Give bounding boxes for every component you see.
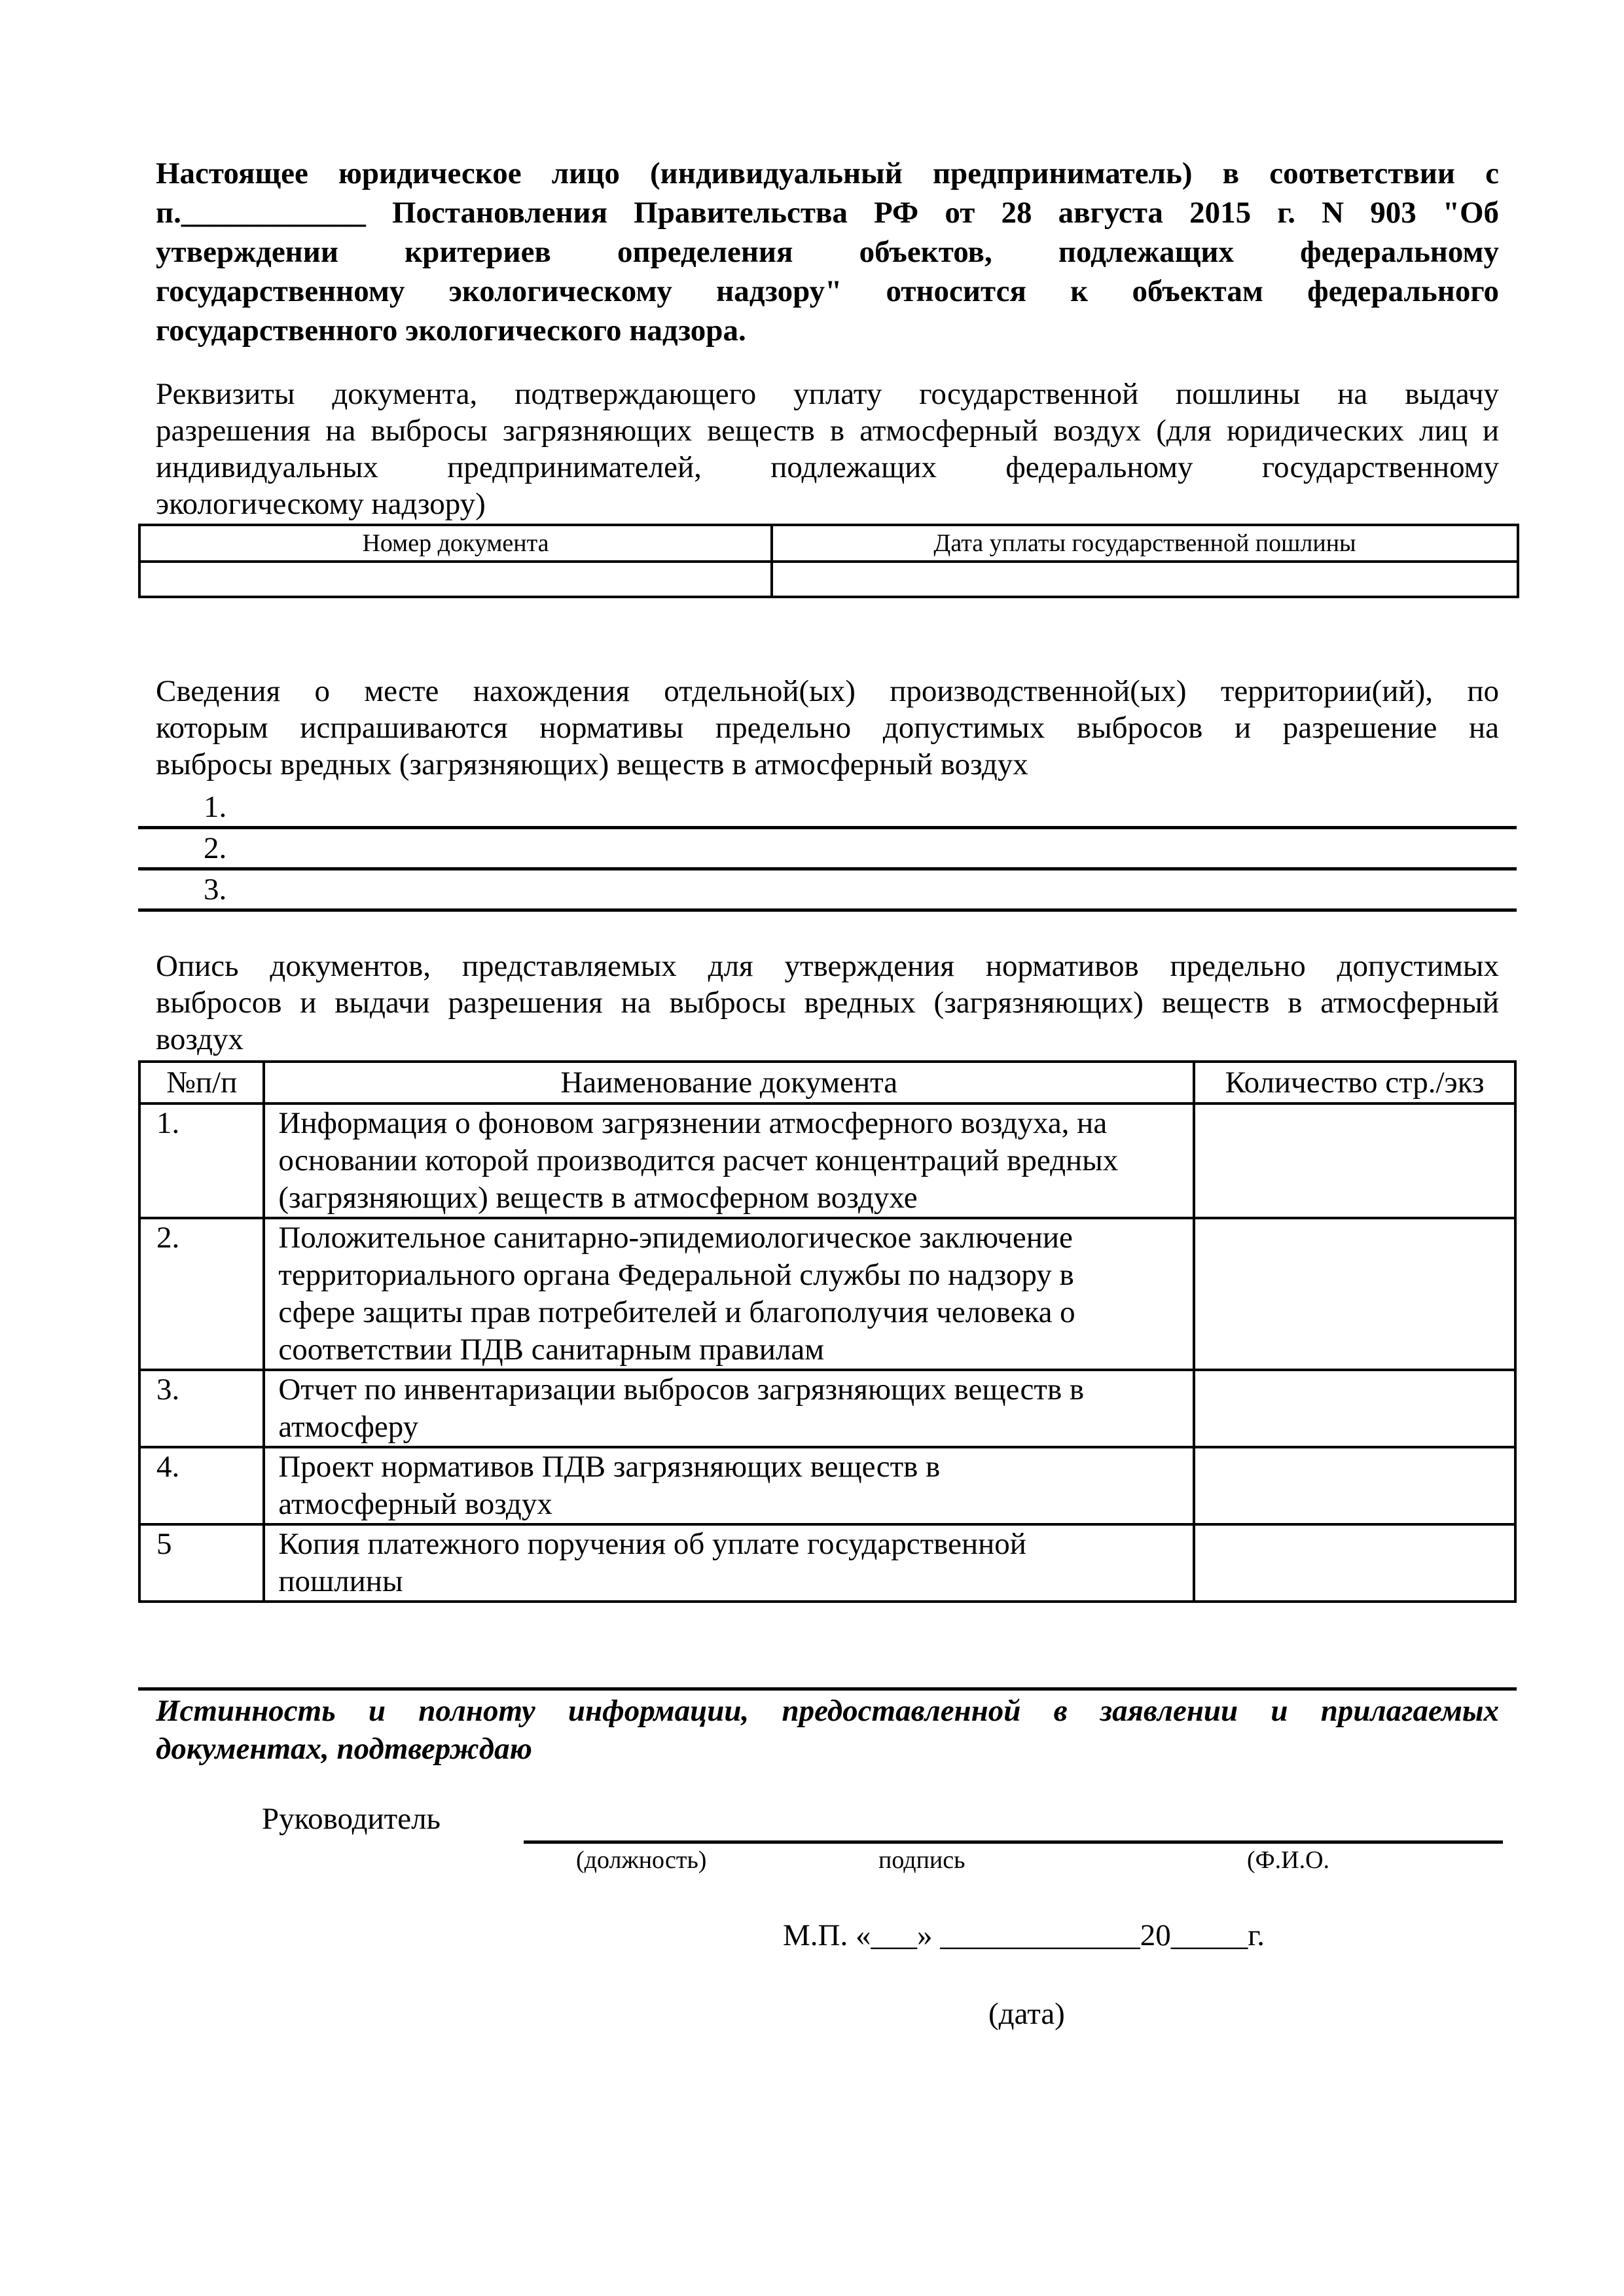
sites-line: выбросы вредных (загрязняющих) веществ в атмосферный воздух (156, 747, 1028, 781)
certification-line: документах, подтверждаю (156, 1732, 532, 1766)
row-document-name-line: (загрязняющих) веществ в атмосферном воздухе (278, 1181, 918, 1215)
fee-doc-number-field[interactable] (139, 562, 772, 597)
intro-line: государственному экологическому надзору" относится к объектам федерального (156, 274, 1499, 308)
intro-line: п.____________ Постановления Правительства РФ от 28 августа 2015 г. N 903 "Об (156, 196, 1499, 230)
row-page-count-field[interactable] (1194, 1218, 1515, 1370)
row-document-name-line: соответствии ПДВ санитарным правилам (278, 1333, 824, 1367)
table-row (139, 1218, 1515, 1370)
inventory-header-number: №п/п (139, 1062, 264, 1103)
intro-line: утверждении критериев определения объектов, подлежащих федеральному (156, 235, 1499, 269)
row-page-count-field[interactable] (1194, 1370, 1515, 1447)
inventory-header-count: Количество стр./экз (1194, 1062, 1515, 1103)
row-document-name-line: Отчет по инвентаризации выбросов загрязняющих веществ в (278, 1372, 1085, 1407)
fee-table-row (139, 562, 1518, 597)
row-document-name (264, 1370, 1194, 1447)
sites-line: Сведения о месте нахождения отдельной(ых) производственной(ых) территории(ий), по (156, 674, 1499, 708)
signatory-role-label: Руководитель (262, 1802, 441, 1836)
row-document-name-line: Информация о фоновом загрязнении атмосферного воздуха, на (278, 1106, 1108, 1140)
site-number: 3. (204, 872, 227, 906)
fee-payment-date-field[interactable] (772, 562, 1518, 597)
sites-paragraph (156, 673, 1499, 783)
fee-line: Реквизиты документа, подтверждающего уплату государственной пошлины на выдачу (156, 377, 1499, 411)
site-entry-line[interactable] (138, 785, 1517, 829)
site-entry-line[interactable] (138, 827, 1517, 870)
row-page-count-field[interactable] (1194, 1524, 1515, 1602)
row-document-name-line: территориального органа Федеральной службы по надзору в (278, 1258, 1074, 1292)
table-row (139, 1447, 1515, 1524)
fee-line: экологическому надзору) (156, 487, 486, 521)
inventory-table-header (139, 1062, 1515, 1103)
table-row (139, 1103, 1515, 1218)
table-row (139, 1524, 1515, 1602)
date-caption: (дата) (988, 1997, 1065, 2031)
site-entry-line[interactable] (138, 868, 1517, 912)
row-document-name-line: пошлины (278, 1564, 403, 1598)
intro-line: Настоящее юридическое лицо (индивидуальный предприниматель) в соответствии с (156, 156, 1499, 190)
row-document-name-line: Проект нормативов ПДВ загрязняющих веществ в (278, 1450, 941, 1484)
site-number: 2. (204, 831, 227, 865)
stamp-date-line[interactable]: М.П. «___» _____________20_____г. (783, 1918, 1265, 1952)
row-document-name (264, 1218, 1194, 1370)
row-number: 2. (139, 1218, 264, 1370)
fee-line: индивидуальных предпринимателей, подлежащих федеральному государственному (156, 450, 1499, 484)
row-document-name (264, 1524, 1194, 1602)
row-document-name-line: атмосферу (278, 1410, 419, 1444)
certification-line: Истинность и полноту информации, предоставленной в заявлении и прилагаемых (156, 1694, 1499, 1728)
row-number: 5 (139, 1524, 264, 1602)
fee-table-header (139, 525, 1518, 562)
inventory-header-name: Наименование документа (264, 1062, 1194, 1103)
position-caption: (должность) (576, 1846, 707, 1874)
intro-paragraph (156, 154, 1499, 350)
site-number: 1. (204, 790, 227, 824)
fee-line: разрешения на выбросы загрязняющих веществ в атмосферный воздух (для юридических лиц и (156, 414, 1499, 448)
inventory-line: выбросов и выдачи разрешения на выбросы вредных (загрязняющих) веществ в атмосферный (156, 986, 1499, 1020)
table-row (139, 1370, 1515, 1447)
row-document-name-line: атмосферный воздух (278, 1487, 552, 1521)
inventory-line: Опись документов, представляемых для утверждения нормативов предельно допустимых (156, 949, 1499, 983)
signature-line[interactable] (524, 1840, 1503, 1844)
row-number: 4. (139, 1447, 264, 1524)
row-page-count-field[interactable] (1194, 1447, 1515, 1524)
signature-caption: подпись (878, 1846, 965, 1874)
row-document-name-line: основании которой производится расчет концентраций вредных (278, 1143, 1119, 1177)
certification-statement (156, 1692, 1499, 1768)
sites-line: которым испрашиваются нормативы предельно допустимых выбросов и разрешение на (156, 711, 1499, 745)
row-page-count-field[interactable] (1194, 1103, 1515, 1218)
row-document-name-line: сфере защиты прав потребителей и благополучия человека о (278, 1295, 1075, 1329)
row-document-name-line: Положительное санитарно-эпидемиологическое заключение (278, 1221, 1073, 1255)
fee-paragraph (156, 376, 1499, 522)
row-document-name (264, 1447, 1194, 1524)
intro-line: государственного экологического надзора. (156, 314, 746, 348)
fee-table (138, 524, 1519, 598)
row-number: 3. (139, 1370, 264, 1447)
row-document-name-line: Копия платежного поручения об уплате государственной (278, 1527, 1026, 1561)
inventory-paragraph (156, 948, 1499, 1058)
fee-header-payment-date: Дата уплаты государственной пошлины (772, 525, 1518, 562)
row-number: 1. (139, 1103, 264, 1218)
inventory-line: воздух (156, 1022, 244, 1056)
row-document-name (264, 1103, 1194, 1218)
inventory-table (138, 1060, 1517, 1603)
certification-divider (138, 1687, 1517, 1691)
fee-header-doc-number: Номер документа (139, 525, 772, 562)
full-name-caption: (Ф.И.О. (1247, 1846, 1330, 1874)
